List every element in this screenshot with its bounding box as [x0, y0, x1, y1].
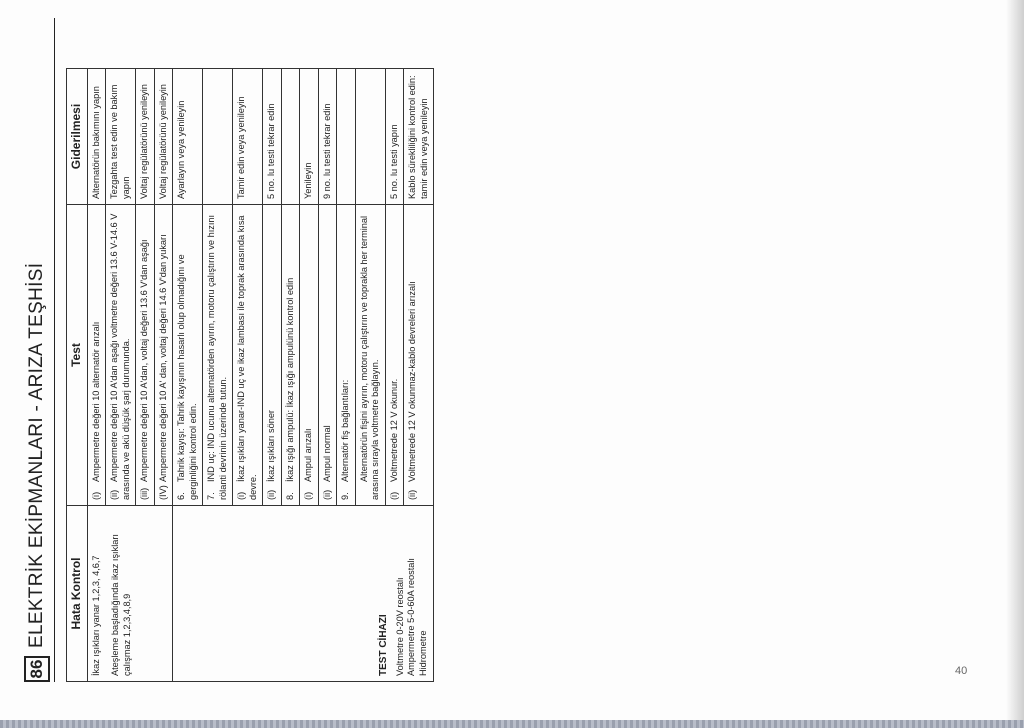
- test-text: Alternatörün fişini ayırın, motoru çalıştırın ve toprakla her terminal arasına sırayla voltmetre bağlayın.: [358, 215, 380, 500]
- test-cell: 8.İkaz ışığı ampulü: İkaz ışığı ampulünü kontrol edin: [281, 205, 300, 506]
- hata-cell-1: [87, 506, 173, 682]
- test-text: IND uç: IND ucunu alternatörden ayırın, motoru çalıştırın ve hızını rölanti devrinin üzerinde tutun.: [206, 214, 228, 500]
- test-cell: (i)İkaz ışıkları yanar-IND uç ve ikaz lambası ile toprak arasında kısa devre.: [233, 205, 263, 506]
- page-number: 86: [24, 656, 50, 682]
- fix-cell: 5 no. lu testi yapın: [385, 69, 404, 205]
- test-device-ampermetre: Ampermetre 5-0-60A reostalı: [406, 558, 416, 676]
- test-text: Ampermetre değeri 10 alternatör arızalı: [90, 321, 101, 482]
- test-cell: [355, 205, 385, 506]
- fault-table: [66, 68, 434, 682]
- fix-cell: [337, 69, 356, 205]
- fix-cell: Kablo sürekliliğini kontrol edin: tamir edin veya yenileyin: [404, 69, 434, 205]
- test-cell: (ii)Ampul normal: [318, 205, 337, 506]
- test-text: Tahrik kayışı: Tahrik kayışının hasarlı olup olmadığını ve gerginliğini kontrol edin.: [176, 254, 198, 500]
- fix-cell: Tezgahta test edin ve bakım yapın: [106, 69, 136, 205]
- test-device-voltmetre: Voltmetre 0-20V reostalı: [394, 577, 405, 676]
- test-text: İkaz ışığı ampulü: İkaz ışığı ampulünü kontrol edin: [284, 277, 295, 482]
- test-text: İkaz ışıkları yanar-IND uç ve ikaz lambası ile toprak arasında kısa devre.: [236, 215, 258, 500]
- test-text: İkaz ışıkları söner: [266, 410, 276, 482]
- test-cell: (iii)Ampermetre değeri 10 A'dan, voltaj değeri 13.6 V'dan aşağı: [136, 205, 155, 506]
- hata-item-2: Ateşleme başladığında ikaz ışıkları çalışmaz 1,2,3,4,8,9: [110, 534, 132, 676]
- corner-mark: 40: [955, 665, 968, 677]
- test-text: Voltmetrede 12 V okunur.: [388, 378, 399, 482]
- fix-cell: [281, 69, 300, 205]
- test-cell: 7.IND uç: IND ucunu alternatörden ayırın, motoru çalıştırın ve hızını rölanti devrinin üzerinde tutun.: [203, 205, 233, 506]
- fix-cell: Tamir edin veya yenileyin: [233, 69, 263, 205]
- test-cell: (IV)Ampermetre değeri 10 A' dan, voltaj değeri 14.6 V'dan yukarı: [154, 205, 173, 506]
- fix-cell: Yenileyin: [300, 69, 319, 205]
- fix-cell: Ayarlayın veya yenileyin: [173, 69, 203, 205]
- fix-cell: Voltaj regülatörünü yenileyin: [154, 69, 173, 205]
- fix-cell: Alternatörün bakımını yapın: [87, 69, 106, 205]
- rotated-page: [0, 18, 1024, 682]
- test-text: Ampul normal: [321, 425, 332, 482]
- scan-edge-shadow: [1006, 0, 1024, 720]
- test-text: Ampermetre değeri 10 A' dan, voltaj değeri 14.6 V'dan yukarı: [157, 234, 168, 482]
- test-cell: (ii)Voltmetrede 12 V okunmaz-kablo devreleri arızalı: [404, 205, 434, 506]
- fix-cell: Voltaj regülatörünü yenileyin: [136, 69, 155, 205]
- scan-bottom-strip: [0, 720, 1024, 728]
- fix-cell: 5 no. lu testi tekrar edin: [263, 69, 282, 205]
- test-device-title: TEST CİHAZI: [378, 614, 389, 676]
- test-cell: 6.Tahrik kayışı: Tahrik kayışının hasarlı olup olmadığını ve gerginliğini kontrol edin.: [173, 205, 203, 506]
- test-cell: 9.Alternatör fiş bağlantıları:: [337, 205, 356, 506]
- test-text: Alternatör fiş bağlantıları:: [340, 379, 350, 482]
- test-cell: (i)Ampul arızalı: [300, 205, 319, 506]
- test-cell: (ii)Ampermetre değeri 10 A'dan aşağı voltmetre değeri 13.6 V-14.6 V arasında ve akü düşük şarj durumunda.: [106, 205, 136, 506]
- col-header-giderilmesi: Giderilmesi: [67, 69, 88, 205]
- test-text: Ampul arızalı: [303, 428, 313, 482]
- fix-cell: 9 no. lu testi tekrar edin: [318, 69, 337, 205]
- hata-cell-2: [173, 506, 434, 682]
- test-text: Ampermetre değeri 10 A'dan, voltaj değeri 13.6 V'dan aşağı: [139, 239, 149, 482]
- col-header-test: Test: [67, 205, 88, 506]
- test-text: Voltmetrede 12 V okunmaz-kablo devreleri arızalı: [407, 281, 417, 482]
- fix-cell: [203, 69, 233, 205]
- page-title: ELEKTRİK EKİPMANLARI - ARIZA TEŞHİSİ: [26, 262, 47, 648]
- col-header-hata: Hata Kontrol: [67, 506, 88, 682]
- fix-cell: [355, 69, 385, 205]
- header-rule: [54, 18, 55, 682]
- test-cell: (ii)İkaz ışıkları söner: [263, 205, 282, 506]
- test-cell: (i)Voltmetrede 12 V okunur.: [385, 205, 404, 506]
- test-text: Ampermetre değeri 10 A'dan aşağı voltmetre değeri 13.6 V-14.6 V arasında ve akü düşük şarj durumunda.: [109, 213, 131, 500]
- test-cell: (i)Ampermetre değeri 10 alternatör arızalı: [87, 205, 106, 506]
- hata-item-1: İkaz ışıkları yanar 1,2,3, 4,6,7: [90, 555, 101, 676]
- test-device-hidrometre: Hidrometre: [417, 630, 428, 676]
